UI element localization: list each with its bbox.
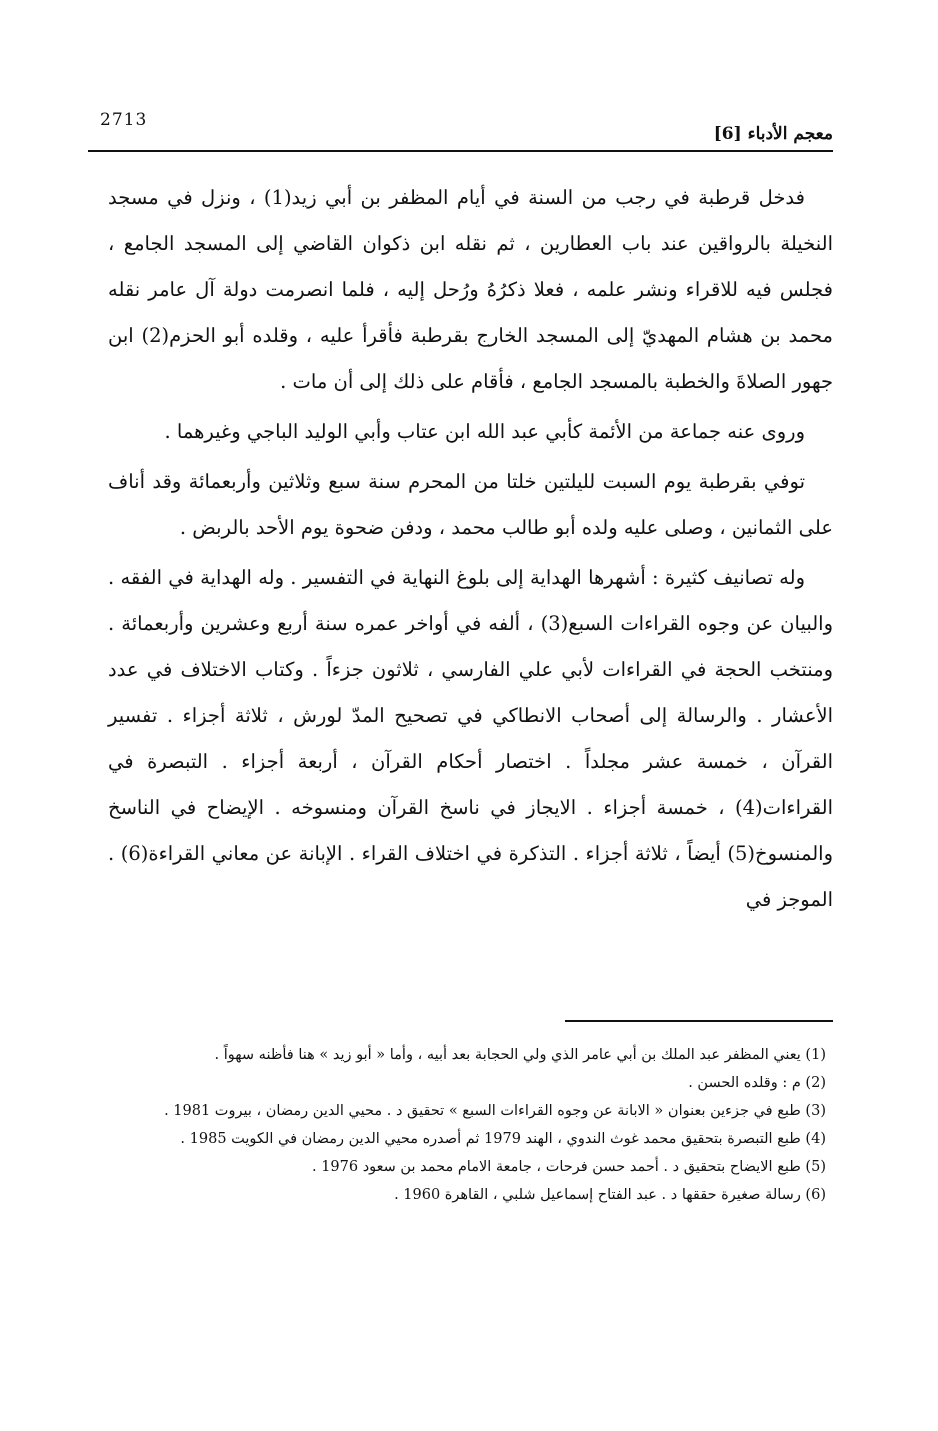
footnote: (4) طبع التبصرة بتحقيق محمد غوث الندوي ، الهند 1979 ثم أصدره محيي الدين رمضان في الكويت 1985 . [180,1131,826,1147]
header-rule [88,150,833,152]
paragraph: وروى عنه جماعة من الأئمة كأبي عبد الله ابن عتاب وأبي الوليد الباجي وغيرهما . [164,420,805,443]
footnote: (2) م : وقلده الحسن . [688,1075,826,1091]
paragraph: توفي بقرطبة يوم السبت لليلتين خلتا من المحرم سنة سبع وثلاثين وأربعمائة وقد أناف على الثمانين ، وصلى عليه ولده أبو طالب محمد ، ودفن ضحوة يوم الأحد بالربض . [108,470,833,539]
footnote: (3) طبع في جزءين بعنوان « الابانة عن وجوه القراءات السبع » تحقيق د . محيي الدين رمضان ، بيروت 1981 . [164,1103,826,1119]
footnote: (6) رسالة صغيرة حققها د . عبد الفتاح إسماعيل شلبي ، القاهرة 1960 . [394,1187,826,1203]
footnotes [108,1043,826,1211]
paragraph: وله تصانيف كثيرة : أشهرها الهداية إلى بلوغ النهاية في التفسير . وله الهداية في الفقه . والبيان عن وجوه القراءات السبع(3) ، ألفه في أواخر عمره سنة أربع وعشرين وأربعمائة . ومنتخب الحجة في القراءات لأبي علي الفارسي ، ثلاثون جزءاً . وكتاب الاختلاف في عدد الأعشار . والرسالة إلى أصحاب الانطاكي في تصحيح المدّ لورش ، ثلاثة أجزاء . تفسير القرآن ، خمسة عشر مجلداً . اختصار أحكام القرآن ، أربعة أجزاء . التبصرة في القراءات(4) ، خمسة أجزاء . الايجاز في ناسخ القرآن ومنسوخه . الإيضاح في الناسخ والمنسوخ(5) أيضاً ، ثلاثة أجزاء . التذكرة في اختلاف القراء . الإبانة عن معاني القراءة(6) . الموجز في [108,566,833,911]
footnote: (5) طبع الايضاح بتحقيق د . أحمد حسن فرحات ، جامعة الامام محمد بن سعود 1976 . [311,1159,826,1175]
footnote-separator [565,1020,833,1022]
running-title: معجم الأدباء [6] [713,124,833,144]
footnote: (1) يعني المظفر عبد الملك بن أبي عامر الذي ولي الحجابة بعد أبيه ، وأما « أبو زيد » هنا فأظنه سهواً . [214,1047,826,1063]
page-header [88,110,833,148]
main-text [108,175,833,923]
page-number: 2713 [100,110,148,130]
paragraph: فدخل قرطبة في رجب من السنة في أيام المظفر بن أبي زيد(1) ، ونزل في مسجد النخيلة بالرواقين عند باب العطارين ، ثم نقله ابن ذكوان القاضي إلى المسجد الجامع ، فجلس فيه للاقراء ونشر علمه ، فعلا ذكرُهُ ورُحل إليه ، فلما انصرمت دولة آل عامر نقله محمد بن هشام المهديّ إلى المسجد الخارج بقرطبة فأقرأ عليه ، وقلده أبو الحزم(2) ابن جهور الصلاةَ والخطبة بالمسجد الجامع ، فأقام على ذلك إلى أن مات . [108,186,833,393]
